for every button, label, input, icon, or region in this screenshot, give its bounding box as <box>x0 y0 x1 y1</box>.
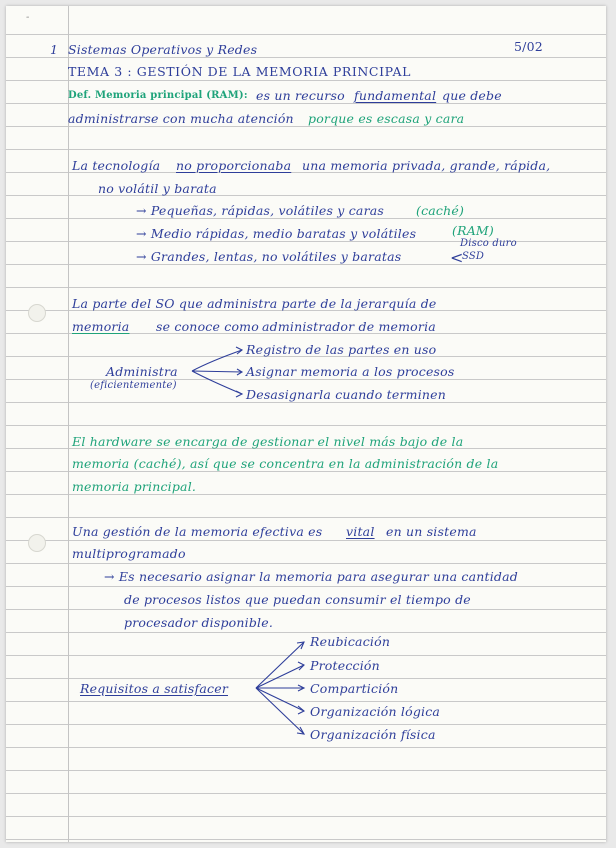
requirements-label: Requisitos a satisfacer <box>80 681 228 696</box>
requirement-4: Organización lógica <box>310 704 441 719</box>
tech-item-3-note-bottom: SSD <box>462 251 485 262</box>
req-arrow-2 <box>256 665 304 688</box>
tech-line1-a: La tecnología <box>72 158 161 173</box>
admin-diagram-sublabel: (eficientemente) <box>90 380 177 391</box>
requirement-5: Organización física <box>310 727 436 742</box>
hardware-line2: memoria (caché), así que se concentra en la administración de la <box>72 456 499 471</box>
admin-arrow-3 <box>192 371 242 394</box>
hardware-line1: El hardware se encarga de gestionar el nivel más bajo de la <box>72 434 464 449</box>
management-line1-b: vital <box>346 524 375 539</box>
tech-item-3-note-top: Disco duro <box>460 238 517 249</box>
tech-item-2-note: (RAM) <box>452 223 494 238</box>
tech-line1-c: una memoria privada, grande, rápida, <box>302 158 551 173</box>
management-line1-a: Una gestión de la memoria efectiva es <box>72 524 323 539</box>
tech-item-2: → Medio rápidas, medio baratas y volátiles <box>136 226 417 241</box>
req-arrow-5 <box>256 688 304 734</box>
page-date: 5/02 <box>514 39 543 54</box>
management-item-3: procesador disponible. <box>124 615 274 630</box>
admin-line2-a: memoria <box>72 319 130 334</box>
requirement-3: Compartición <box>310 681 399 696</box>
admin-diagram-label: Administra <box>106 364 178 379</box>
requirement-1: Reubicación <box>310 634 391 649</box>
definition-highlight: porque es escasa y cara <box>308 111 465 126</box>
brace-mark: < <box>450 248 464 267</box>
admin-branch-1: Registro de las partes en uso <box>246 342 437 357</box>
tech-item-1: → Pequeñas, rápidas, volátiles y caras <box>136 203 385 218</box>
tech-item-3: → Grandes, lentas, no volátiles y baratas <box>136 249 402 264</box>
diagram-arrows <box>6 6 606 842</box>
topic-title: TEMA 3 : GESTIÓN DE LA MEMORIA PRINCIPAL <box>68 64 412 79</box>
admin-line1: La parte del SO que administra parte de la jerarquía de <box>72 296 437 311</box>
hardware-line3: memoria principal. <box>72 479 197 494</box>
subject-title: Sistemas Operativos y Redes <box>68 42 258 57</box>
definition-text-2: que debe <box>442 88 502 103</box>
management-item-1: → Es necesario asignar la memoria para asegurar una cantidad <box>104 569 518 584</box>
admin-branch-3: Desasignarla cuando terminen <box>246 387 447 402</box>
requirement-2: Protección <box>310 658 380 673</box>
tech-line1-b: no proporcionaba <box>176 158 292 173</box>
tech-line2: no volátil y barata <box>98 181 217 196</box>
definition-label: Def. Memoria principal (RAM): <box>68 90 248 101</box>
corner-mark: - <box>26 12 30 23</box>
admin-line2-b: se conoce como <box>156 319 259 334</box>
admin-line2-c: administrador de memoria <box>262 319 436 334</box>
definition-text-underlined: fundamental <box>354 88 437 103</box>
req-arrow-1 <box>256 642 304 688</box>
admin-arrowhead-3 <box>236 391 242 397</box>
page-number: 1 <box>50 42 59 57</box>
definition-line2: administrarse con mucha atención <box>68 111 294 126</box>
admin-branch-2: Asignar memoria a los procesos <box>246 364 455 379</box>
notebook-page <box>6 6 606 842</box>
admin-arrow-1 <box>192 350 242 371</box>
management-line2: multiprogramado <box>72 546 186 561</box>
req-arrow-4 <box>256 688 304 711</box>
management-line1-c: en un sistema <box>386 524 477 539</box>
definition-text-1: es un recurso <box>256 88 345 103</box>
tech-item-1-note: (caché) <box>416 203 465 218</box>
admin-arrow-2 <box>192 371 242 372</box>
management-item-2: de procesos listos que puedan consumir el tiempo de <box>124 592 471 607</box>
